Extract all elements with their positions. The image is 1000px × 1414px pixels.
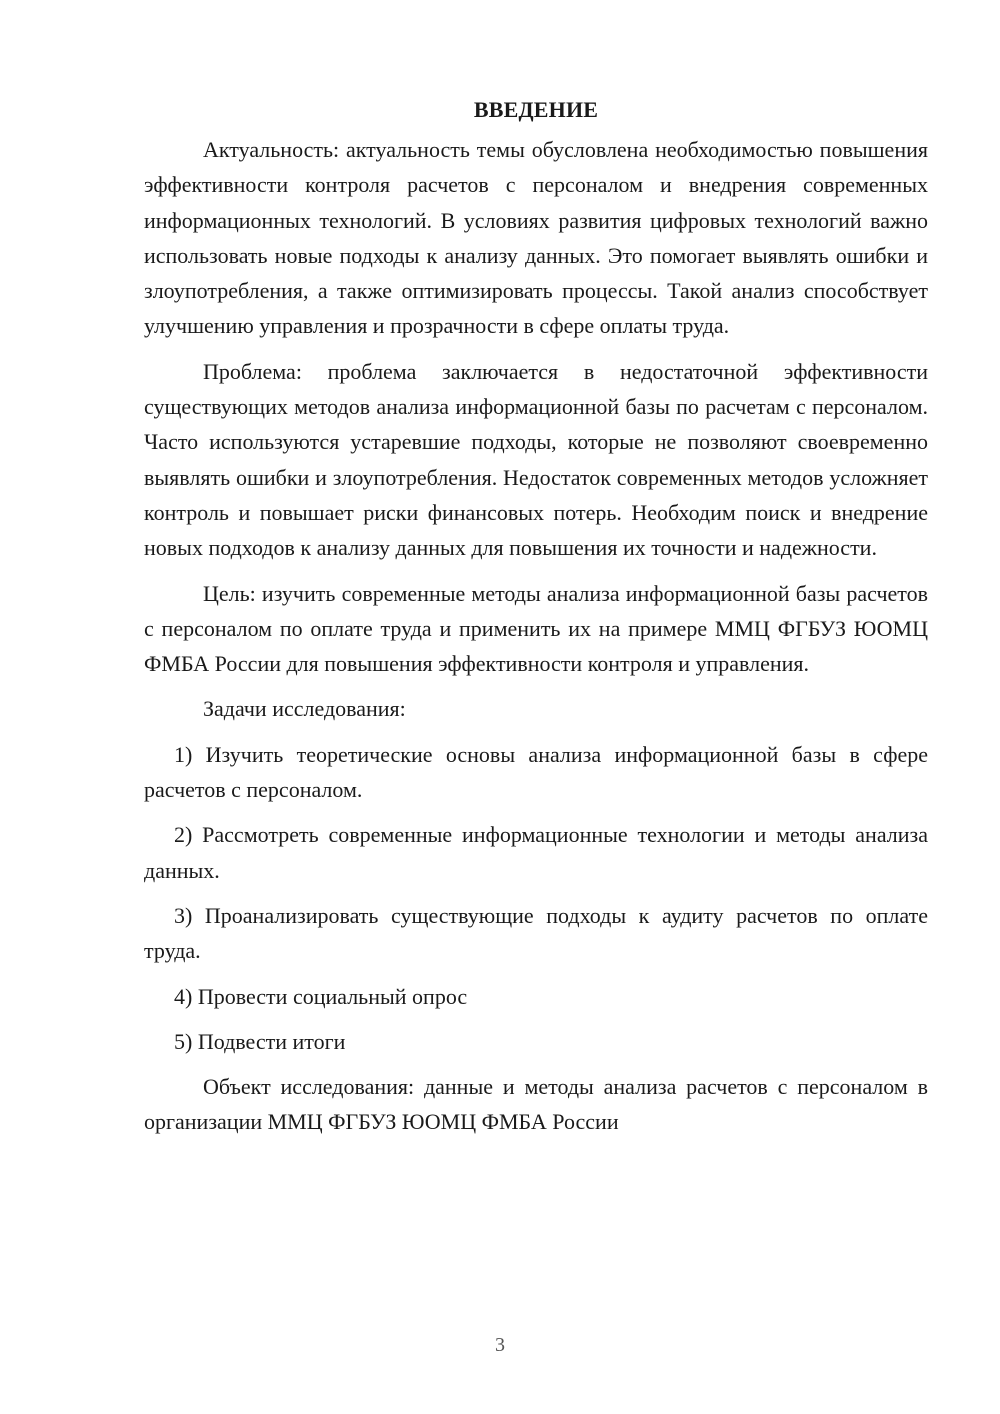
paragraph-object: Объект исследования: данные и методы анализа расчетов с персоналом в организации ММЦ ФГБУЗ ЮОМЦ ФМБА России xyxy=(144,1074,928,1135)
task-item-5: 5) Подвести итоги xyxy=(174,1028,346,1054)
task-item-4: 4) Провести социальный опрос xyxy=(174,983,468,1009)
task-item-1: 1) Изучить теоретические основы анализа информационной базы в сфере расчетов с персоналом. xyxy=(144,741,928,803)
task-item-2: 2) Рассмотреть современные информационные технологии и методы анализа данных. xyxy=(144,822,928,883)
paragraph-problem: Проблема: проблема заключается в недостаточной эффективности существующих методов анализа информационной базы по расчетам с персоналом. Часто используются устаревшие подходы, которые не позволяют своевременно выявлять ошибки и злоупотребления. Недостаток современных методов усложняет контроль и повышает риски финансовых потерь. Необходим поиск и внедрение новых подходов к анализу данных для повышения их точности и надежности. xyxy=(144,358,928,561)
task-item-3: 3) Проанализировать существующие подходы к аудиту расчетов по оплате труда. xyxy=(144,902,928,964)
page-number: 3 xyxy=(495,1334,505,1356)
paragraph-relevance: Актуальность: актуальность темы обусловлена необходимостью повышения эффективности контроля расчетов с персоналом и внедрения современных информационных технологий. В условиях развития цифровых технологий важно использовать новые подходы к анализу данных. Это помогает выявлять ошибки и злоупотребления, а также оптимизировать процессы. Такой анализ способствует улучшению управления и прозрачности в сфере оплаты труда. xyxy=(144,137,928,339)
paragraph-goal: Цель: изучить современные методы анализа информационной базы расчетов с персоналом по оплате труда и применить их на примере ММЦ ФГБУЗ ЮОМЦ ФМБА России для повышения эффективности контроля и управления. xyxy=(144,580,928,677)
section-title: ВВЕДЕНИЕ xyxy=(473,97,599,122)
tasks-heading: Задачи исследования: xyxy=(203,696,406,722)
document-page xyxy=(144,92,928,1150)
